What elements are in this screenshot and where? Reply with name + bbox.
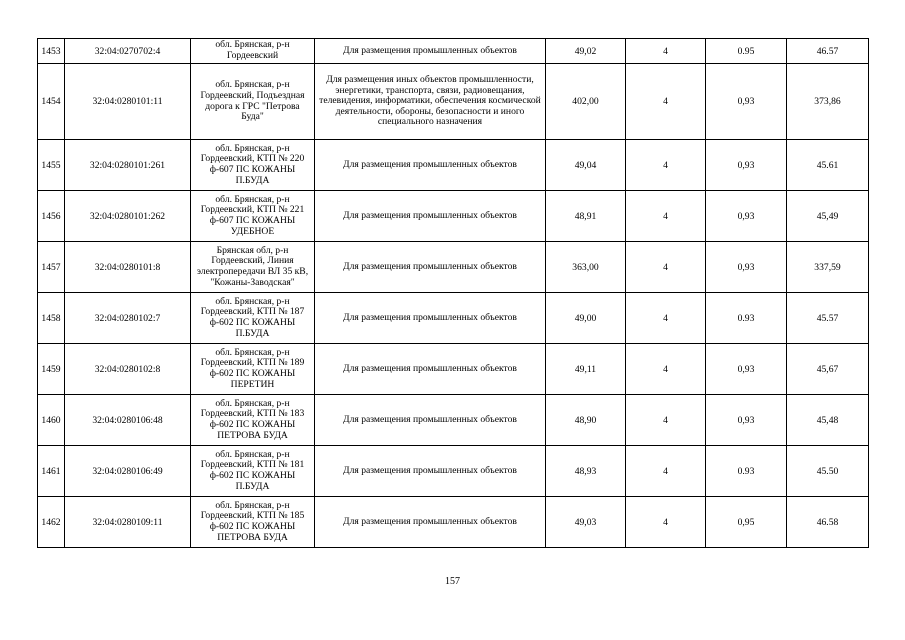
value-cell: 46.57 xyxy=(787,39,869,64)
cadastral-number: 32:04:0280106:48 xyxy=(65,395,191,446)
cadastral-number: 32:04:0280106:49 xyxy=(65,446,191,497)
row-number: 1457 xyxy=(38,242,65,293)
address-cell: обл. Брянская, р-н Гордеевский, КТП № 220 ф-607 ПС КОЖАНЫ П.БУДА xyxy=(191,140,315,191)
address-cell: обл. Брянская, р-н Гордеевский, КТП № 221 ф-607 ПС КОЖАНЫ УДЕБНОЕ xyxy=(191,191,315,242)
table-row xyxy=(38,446,869,497)
land-use-cell: Для размещения промышленных объектов xyxy=(315,242,546,293)
group-cell: 4 xyxy=(626,446,706,497)
land-use-cell: Для размещения иных объектов промышленности, энергетики, транспорта, связи, радиовещания, телевидения, информатики, обеспечения космической деятельности, обороны, безопасности и иного специального назначения xyxy=(315,64,546,140)
cadastral-number: 32:04:0280102:7 xyxy=(65,293,191,344)
table-row xyxy=(38,64,869,140)
area-cell: 48,93 xyxy=(546,446,626,497)
land-use-cell: Для размещения промышленных объектов xyxy=(315,39,546,64)
group-cell: 4 xyxy=(626,395,706,446)
area-cell: 49,11 xyxy=(546,344,626,395)
value-cell: 45,49 xyxy=(787,191,869,242)
cadastral-number: 32:04:0280101:261 xyxy=(65,140,191,191)
row-number: 1456 xyxy=(38,191,65,242)
value-cell: 373,86 xyxy=(787,64,869,140)
area-cell: 402,00 xyxy=(546,64,626,140)
table-row xyxy=(38,293,869,344)
group-cell: 4 xyxy=(626,293,706,344)
group-cell: 4 xyxy=(626,140,706,191)
row-number: 1461 xyxy=(38,446,65,497)
table-row xyxy=(38,191,869,242)
address-cell: обл. Брянская, р-н Гордеевский, КТП № 183 ф-602 ПС КОЖАНЫ ПЕТРОВА БУДА xyxy=(191,395,315,446)
area-cell: 363,00 xyxy=(546,242,626,293)
cadastral-number: 32:04:0270702:4 xyxy=(65,39,191,64)
row-number: 1460 xyxy=(38,395,65,446)
value-cell: 46.58 xyxy=(787,497,869,548)
table-row xyxy=(38,395,869,446)
address-cell: обл. Брянская, р-н Гордеевский, КТП № 187 ф-602 ПС КОЖАНЫ П.БУДА xyxy=(191,293,315,344)
coefficient-cell: 0,93 xyxy=(706,191,787,242)
row-number: 1458 xyxy=(38,293,65,344)
address-cell: обл. Брянская, р-н Гордеевский xyxy=(191,39,315,64)
group-cell: 4 xyxy=(626,191,706,242)
land-use-cell: Для размещения промышленных объектов xyxy=(315,395,546,446)
page-number: 157 xyxy=(445,576,460,587)
area-cell: 48,91 xyxy=(546,191,626,242)
row-number: 1462 xyxy=(38,497,65,548)
coefficient-cell: 0,93 xyxy=(706,395,787,446)
table-row xyxy=(38,497,869,548)
row-number: 1455 xyxy=(38,140,65,191)
land-use-cell: Для размещения промышленных объектов xyxy=(315,191,546,242)
group-cell: 4 xyxy=(626,497,706,548)
value-cell: 45.50 xyxy=(787,446,869,497)
row-number: 1453 xyxy=(38,39,65,64)
value-cell: 45,48 xyxy=(787,395,869,446)
land-use-cell: Для размещения промышленных объектов xyxy=(315,446,546,497)
area-cell: 49,02 xyxy=(546,39,626,64)
coefficient-cell: 0,95 xyxy=(706,497,787,548)
address-cell: обл. Брянская, р-н Гордеевский, КТП № 181 ф-602 ПС КОЖАНЫ П.БУДА xyxy=(191,446,315,497)
coefficient-cell: 0,93 xyxy=(706,64,787,140)
cadastral-number: 32:04:0280109:11 xyxy=(65,497,191,548)
value-cell: 45.61 xyxy=(787,140,869,191)
land-plot-table xyxy=(37,38,869,548)
area-cell: 49,03 xyxy=(546,497,626,548)
value-cell: 45.57 xyxy=(787,293,869,344)
address-cell: обл. Брянская, р-н Гордеевский, Подъездная дорога к ГРС "Петрова Буда" xyxy=(191,64,315,140)
group-cell: 4 xyxy=(626,242,706,293)
table-row xyxy=(38,140,869,191)
value-cell: 45,67 xyxy=(787,344,869,395)
table-row xyxy=(38,242,869,293)
area-cell: 49,00 xyxy=(546,293,626,344)
coefficient-cell: 0,93 xyxy=(706,242,787,293)
table-row xyxy=(38,344,869,395)
address-cell: обл. Брянская, р-н Гордеевский, КТП № 189 ф-602 ПС КОЖАНЫ ПЕРЕТИН xyxy=(191,344,315,395)
land-use-cell: Для размещения промышленных объектов xyxy=(315,140,546,191)
cadastral-number: 32:04:0280101:11 xyxy=(65,64,191,140)
row-number: 1454 xyxy=(38,64,65,140)
coefficient-cell: 0.95 xyxy=(706,39,787,64)
coefficient-cell: 0.93 xyxy=(706,293,787,344)
area-cell: 48,90 xyxy=(546,395,626,446)
cadastral-number: 32:04:0280102:8 xyxy=(65,344,191,395)
group-cell: 4 xyxy=(626,39,706,64)
coefficient-cell: 0.93 xyxy=(706,446,787,497)
coefficient-cell: 0,93 xyxy=(706,344,787,395)
coefficient-cell: 0,93 xyxy=(706,140,787,191)
land-use-cell: Для размещения промышленных объектов xyxy=(315,293,546,344)
group-cell: 4 xyxy=(626,344,706,395)
area-cell: 49,04 xyxy=(546,140,626,191)
land-use-cell: Для размещения промышленных объектов xyxy=(315,344,546,395)
value-cell: 337,59 xyxy=(787,242,869,293)
cadastral-number: 32:04:0280101:262 xyxy=(65,191,191,242)
table-row xyxy=(38,39,869,64)
cadastral-number: 32:04:0280101:8 xyxy=(65,242,191,293)
land-use-cell: Для размещения промышленных объектов xyxy=(315,497,546,548)
address-cell: обл. Брянская, р-н Гордеевский, КТП № 185 ф-602 ПС КОЖАНЫ ПЕТРОВА БУДА xyxy=(191,497,315,548)
address-cell: Брянская обл, р-н Гордеевский, Линия электропередачи ВЛ 35 кВ, "Кожаны-Заводская" xyxy=(191,242,315,293)
row-number: 1459 xyxy=(38,344,65,395)
group-cell: 4 xyxy=(626,64,706,140)
